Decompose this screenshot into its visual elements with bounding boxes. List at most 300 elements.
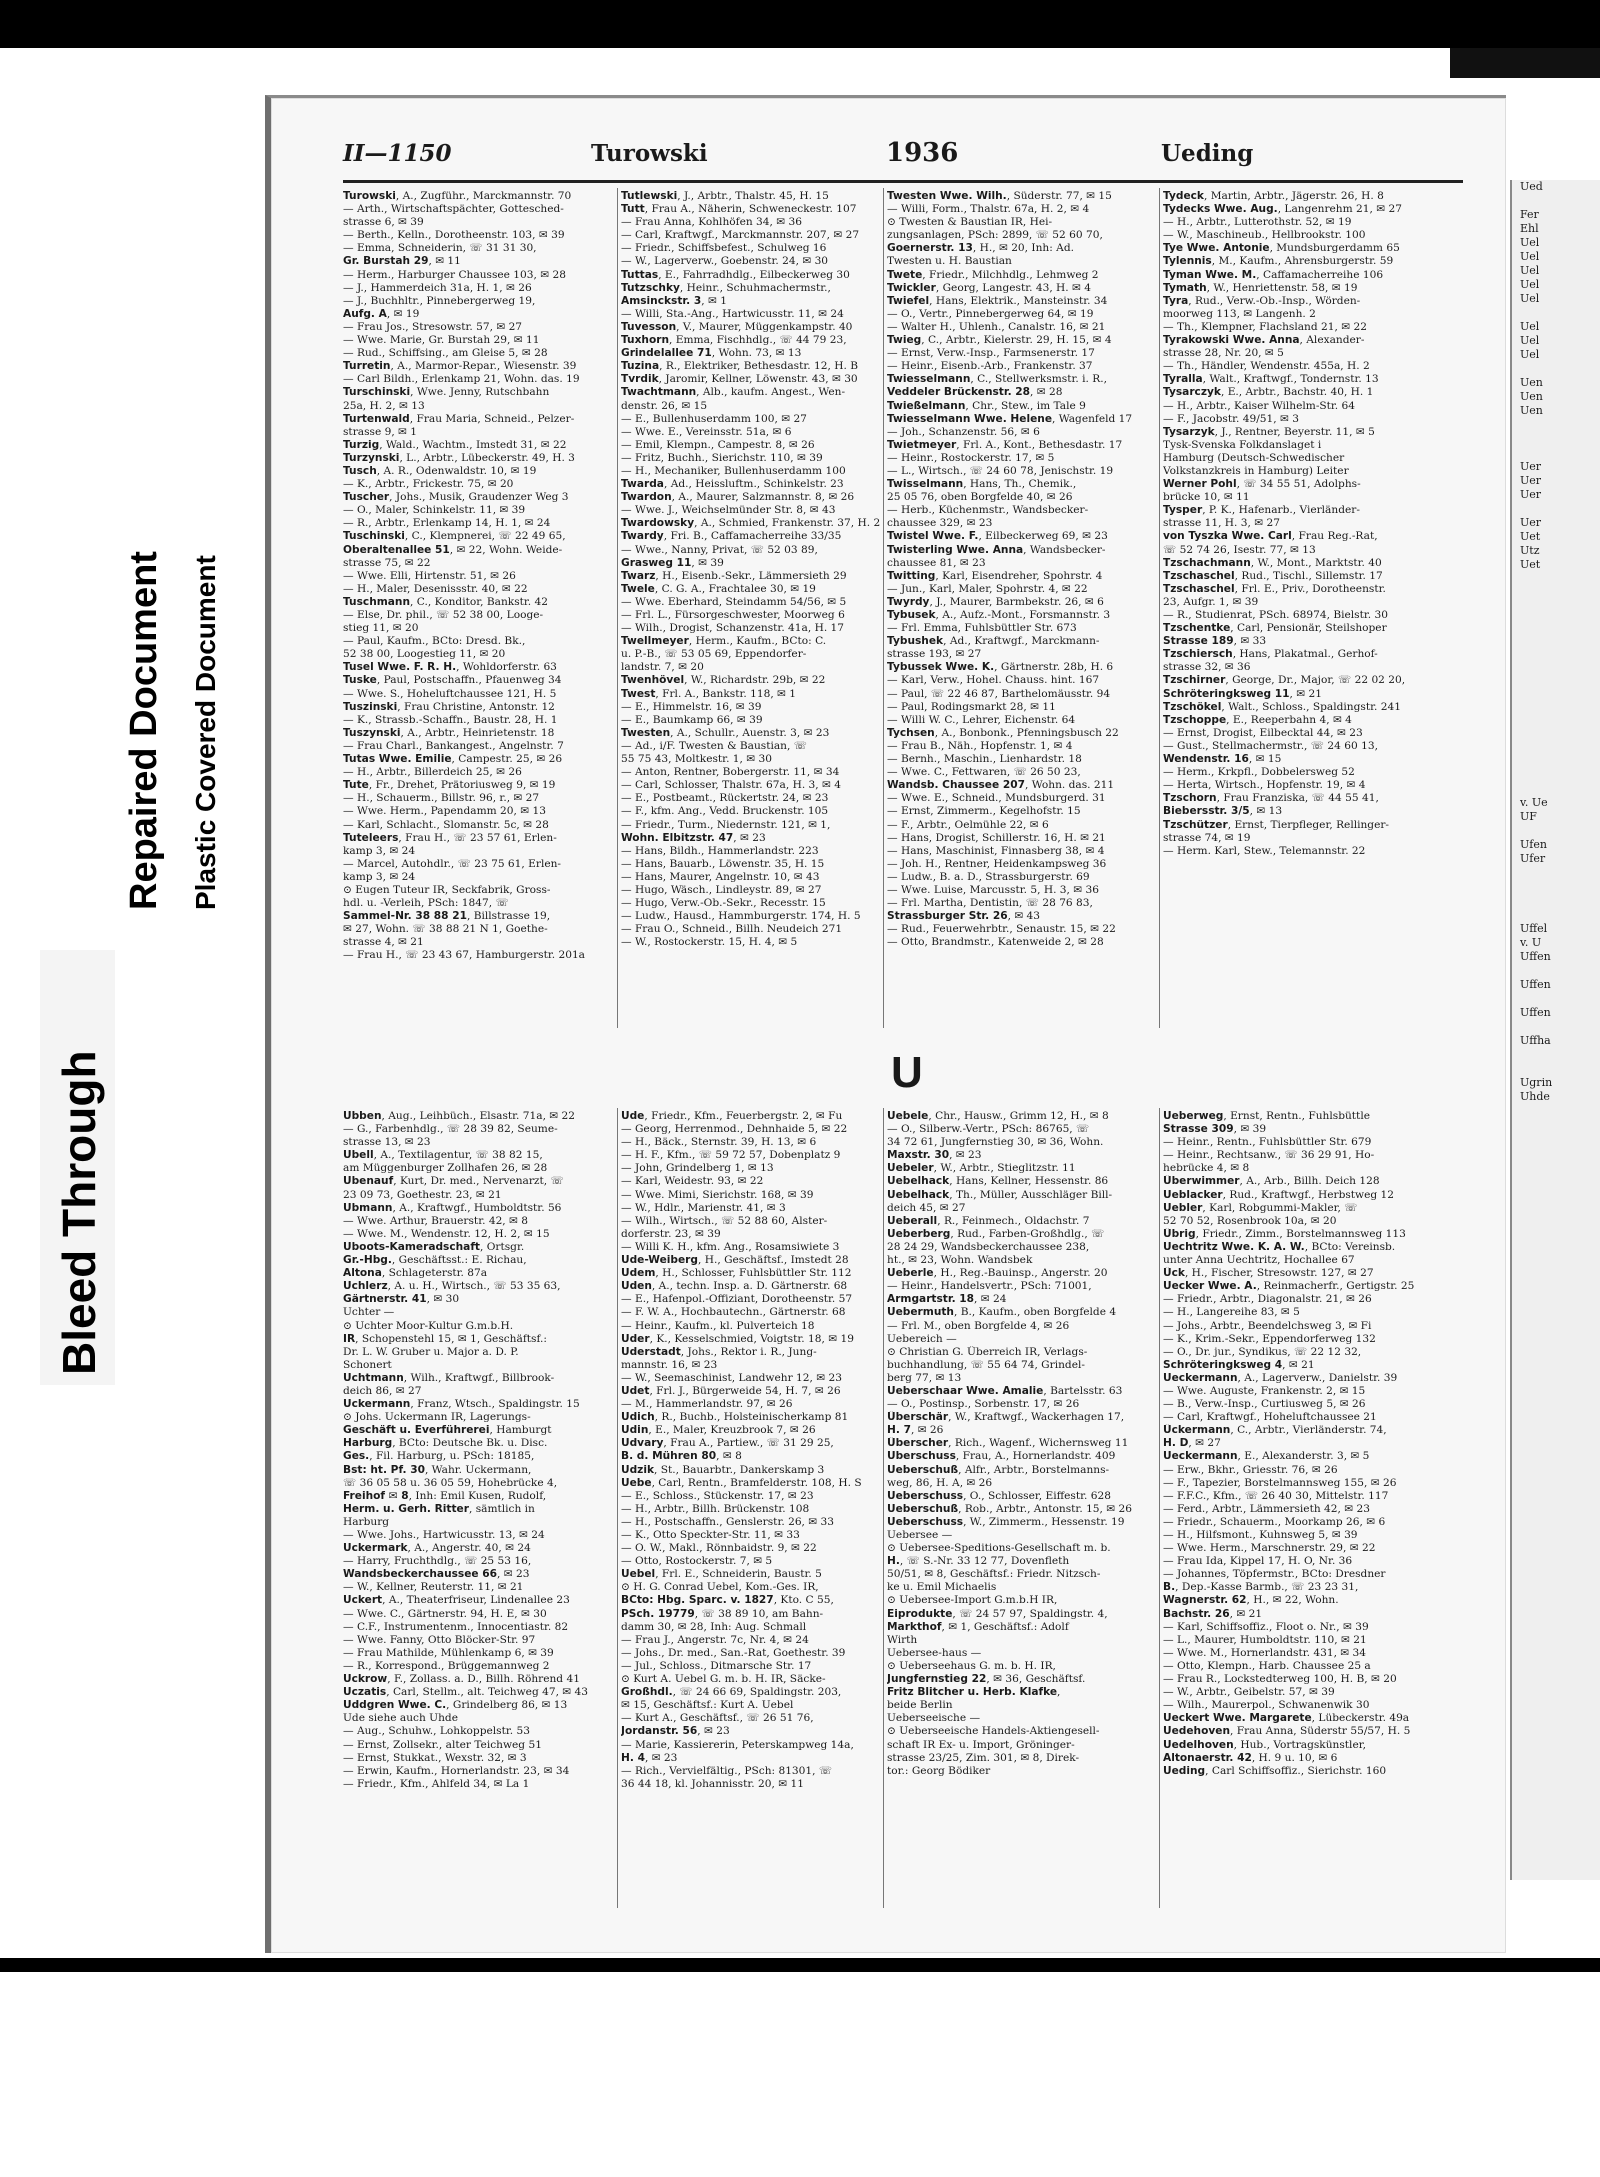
directory-entry-line: — Georg, Herrenmod., Dehnhaide 5, ✉ 22	[621, 1123, 848, 1136]
directory-entry-line: Ueberle, H., Reg.-Bauinsp., Angerstr. 20	[887, 1267, 1108, 1280]
column-divider	[1159, 1108, 1160, 1908]
directory-entry-line: Udzik, St., Bauarbtr., Dankerskamp 3	[621, 1463, 825, 1476]
edge-fragment: v. U	[1520, 936, 1542, 949]
directory-entry-line: stieg 11, ✉ 20	[343, 622, 419, 635]
directory-entry-line: — Ernst, Zollsekr., alter Teichweg 51	[343, 1738, 542, 1751]
header-year: 1936	[886, 138, 959, 168]
directory-entry-line: Ueberschuß, Alfr., Arbtr., Borstelmanns-	[887, 1463, 1110, 1476]
directory-entry-line: B., Dep.-Kasse Barmb., ☏ 23 23 31,	[1163, 1581, 1359, 1594]
directory-entry-line: strasse 28, Nr. 20, ✉ 5	[1163, 347, 1284, 360]
directory-entry-line: Tyra, Rud., Verw.-Ob.-Insp., Wörden-	[1163, 294, 1361, 307]
directory-entry-line: Ude siehe auch Uhde	[343, 1712, 458, 1725]
directory-entry-line: — Wwe. Marie, Gr. Burstah 29, ✉ 11	[343, 334, 540, 347]
directory-entry-line: — Heinr., Kaufm., kl. Pulverteich 18	[621, 1319, 815, 1332]
edge-fragment: UF	[1520, 810, 1537, 823]
directory-entry-line: tor.: Georg Bödiker	[887, 1764, 991, 1777]
directory-entry-line: ht., ✉ 23, Wohn. Wandsbek	[887, 1254, 1033, 1267]
edge-fragment	[1512, 446, 1600, 460]
column-3	[887, 190, 1157, 1030]
directory-entry-line: — F. W. A., Hochbautechn., Gärtnerstr. 68	[621, 1306, 846, 1319]
edge-fragment	[1512, 684, 1600, 698]
directory-entry-line: — Wwe. Auguste, Frankenstr. 2, ✉ 15	[1163, 1384, 1366, 1397]
directory-entry-line: Uebereich —	[887, 1332, 957, 1345]
directory-entry-line: 28 24 29, Wandsbeckerchaussee 238,	[887, 1240, 1090, 1253]
directory-entry-line: — Kurt A., Geschäftsf., ☏ 26 51 76,	[621, 1712, 814, 1725]
label-plastic-covered: Plastic Covered Document	[190, 555, 221, 910]
directory-entry-line: H. 7, ✉ 26	[887, 1424, 944, 1437]
directory-entry-line: Udich, R., Buchb., Holsteinischerkamp 81	[621, 1411, 849, 1424]
directory-entry-line: — Marcel, Autohdlr., ☏ 23 75 61, Erlen-	[343, 857, 561, 870]
directory-entry-line: — Johannes, Töpfermstr., BCto: Dresdner	[1163, 1568, 1386, 1581]
directory-entry-line: — Frl. Martha, Dentistin, ☏ 28 76 83,	[887, 897, 1093, 910]
directory-entry-line: Überwimmer, A., Arb., Billh. Deich 128	[1163, 1175, 1380, 1188]
directory-entry-line: hebrücke 4, ✉ 8	[1163, 1162, 1250, 1175]
directory-entry-line: Übrig, Friedr., Zimm., Borstelmannsweg 113	[1163, 1227, 1406, 1240]
edge-fragment: Uhde	[1520, 1090, 1550, 1103]
directory-entry-line: ⊙ Uchter Moor-Kultur G.m.b.H.	[343, 1319, 514, 1332]
directory-entry-line: Uebe, Carl, Rentn., Bramfelderstr. 108, H. S	[621, 1476, 862, 1489]
directory-entry-line: Ude-Weiberg, H., Geschäftsf., Imstedt 28	[621, 1254, 849, 1267]
directory-entry-line: Tzschentke, Carl, Pensionär, Steilshoper	[1163, 622, 1387, 635]
directory-entry-line: Tzschaschel, Frl. E., Priv., Dorotheenstr.	[1163, 582, 1386, 595]
directory-entry-line: — John, Grindelberg 1, ✉ 13	[621, 1162, 774, 1175]
edge-fragment	[1512, 362, 1600, 376]
directory-entry-line: — Karl, Verw., Hohel. Chauss. hint. 167	[887, 674, 1100, 687]
directory-entry-line: — Wwe. E., Schneid., Mundsburgerd. 31	[887, 792, 1106, 805]
directory-entry-line: Wagnerstr. 62, H., ✉ 22, Wohn.	[1163, 1594, 1339, 1607]
directory-entry-line: Twießelmann, Chr., Stew., im Tale 9	[887, 399, 1086, 412]
directory-entry-line: — B., Verw.-Insp., Curtiusweg 5, ✉ 26	[1163, 1398, 1366, 1411]
edge-fragment	[1512, 502, 1600, 516]
directory-entry-line: — Gust., Stellmachermstr., ☏ 24 60 13,	[1163, 739, 1378, 752]
directory-entry-line: 50/51, ✉ 8, Geschäftsf.: Friedr. Nitzsch-	[887, 1568, 1101, 1581]
directory-entry-line: ⊙ H. G. Conrad Uebel, Kom.-Ges. IR,	[621, 1581, 819, 1594]
directory-entry-line: 52 70 52, Rosenbrook 10a, ✉ 20	[1163, 1214, 1337, 1227]
directory-entry-line: Twest, Frl. A., Bankstr. 118, ✉ 1	[621, 687, 797, 700]
directory-entry-line: Harburg	[343, 1515, 390, 1528]
directory-entry-line: Strasse 309, ✉ 39	[1163, 1123, 1267, 1136]
directory-entry-line: — O., Vertr., Pinnebergerweg 64, ✉ 19	[887, 307, 1094, 320]
directory-entry-line: Twellmeyer, Herm., Kaufm., BCto: C.	[621, 635, 827, 648]
edge-fragment	[1512, 432, 1600, 446]
directory-entry-line: — Emil, Klempn., Campestr. 8, ✉ 26	[621, 438, 815, 451]
directory-entry-line: — H., Arbtr., Kaiser Wilhelm-Str. 64	[1163, 399, 1356, 412]
directory-entry-line: — Frl. M., oben Borgfelde 4, ✉ 26	[887, 1319, 1070, 1332]
edge-fragment: Uet	[1520, 558, 1541, 571]
directory-entry-line: Strassburger Str. 26, ✉ 43	[887, 910, 1041, 923]
directory-entry-line: — Wwe. Herm., Papendamm 20, ✉ 13	[343, 805, 546, 818]
directory-entry-line: — E., Himmelstr. 16, ✉ 39	[621, 700, 762, 713]
edge-fragment	[1512, 1118, 1600, 1132]
directory-entry-line: — Heinr., Eisenb.-Arb., Frankenstr. 37	[887, 360, 1093, 373]
directory-entry-line: — Frau J., Angerstr. 7c, Nr. 4, ✉ 24	[621, 1633, 809, 1646]
edge-fragment	[1512, 698, 1600, 712]
directory-entry-line: — Frl. Emma, Fuhlsbüttler Str. 673	[887, 622, 1077, 635]
directory-entry-line: — Th., Händler, Wendenstr. 455a, H. 2	[1163, 360, 1370, 373]
directory-entry-line: strasse 74, ✉ 19	[1163, 831, 1251, 844]
directory-entry-line: Ueberschuß, Rob., Arbtr., Antonstr. 15, ✉ 26	[887, 1502, 1133, 1515]
directory-entry-line: — K., Arbtr., Frickestr. 75, ✉ 20	[343, 478, 514, 491]
column-7	[887, 1110, 1157, 1910]
directory-entry-line: 25 05 76, oben Borgfelde 40, ✉ 26	[887, 491, 1073, 504]
directory-entry-line: — Friedr., Schauerm., Moorkamp 26, ✉ 6	[1163, 1515, 1386, 1528]
edge-fragment	[1512, 740, 1600, 754]
column-5	[343, 1110, 615, 1910]
directory-entry-line: Gärtnerstr. 41, ✉ 30	[343, 1293, 460, 1306]
edge-fragment	[1512, 866, 1600, 880]
directory-entry-line: PSch. 19779, ☏ 38 89 10, am Bahn-	[621, 1607, 824, 1620]
directory-entry-line: — H., Langereihe 83, ✉ 5	[1163, 1306, 1300, 1319]
directory-entry-line: Twarz, H., Eisenb.-Sekr., Lämmersieth 29	[621, 569, 847, 582]
directory-entry-line: Harburg, BCto: Deutsche Bk. u. Disc.	[343, 1437, 548, 1450]
directory-entry-line: landstr. 7, ✉ 20	[621, 661, 704, 674]
directory-entry-line: 23, Aufgr. 1, ✉ 39	[1163, 595, 1259, 608]
directory-entry-line: — Hans, Bauarb., Löwenstr. 35, H. 15	[621, 857, 825, 870]
directory-entry-line: Tychsen, A., Bonbonk., Pfenningsbusch 22	[887, 726, 1119, 739]
directory-entry-line: Twyrdy, J., Maurer, Barmbekstr. 26, ✉ 6	[887, 595, 1104, 608]
directory-entry-line: Hamburg (Deutsch-Schwedischer	[1163, 451, 1345, 464]
directory-entry-line: — H., Arbtr., Lutterothstr. 52, ✉ 19	[1163, 216, 1352, 229]
edge-fragment	[1512, 964, 1600, 978]
directory-entry-line: — Else, Dr. phil., ☏ 52 38 00, Looge-	[343, 609, 544, 621]
edge-fragment: Uffen	[1520, 950, 1551, 963]
directory-entry-line: Tzschaschel, Rud., Tischl., Sillemstr. 17	[1163, 569, 1383, 582]
directory-entry-line: dorferstr. 23, ✉ 39	[621, 1227, 721, 1240]
directory-entry-line: — E., Schloss., Stückenstr. 17, ✉ 23	[621, 1489, 814, 1502]
directory-entry-line: ☏ 52 74 26, Isestr. 77, ✉ 13	[1163, 543, 1316, 556]
directory-entry-line: — L., Maurer, Humboldtstr. 110, ✉ 21	[1163, 1633, 1367, 1646]
directory-entry-line: — Wwe. C., Gärtnerstr. 94, H. E, ✉ 30	[343, 1607, 547, 1620]
directory-entry-line: — Rich., Vervielfältig., PSch: 81301, ☏	[621, 1764, 833, 1777]
edge-fragment	[1512, 1174, 1600, 1188]
directory-entry-line: Turschinski, Wwe. Jenny, Rutschbahn	[343, 386, 550, 399]
directory-entry-line: — Frau H., ☏ 23 43 67, Hamburgerstr. 201a	[343, 949, 585, 962]
directory-entry-line: — Wwe. Arthur, Brauerstr. 42, ✉ 8	[343, 1214, 529, 1227]
directory-entry-line: — K., Strassb.-Schaffn., Baustr. 28, H. 1	[343, 713, 558, 726]
directory-entry-line: — E., Hafenpol.-Offiziant, Dorotheenstr. 57	[621, 1293, 853, 1306]
directory-entry-line: berg 77, ✉ 13	[887, 1371, 962, 1384]
directory-entry-line: kamp 3, ✉ 24	[343, 870, 416, 883]
directory-entry-line: Twenhövel, W., Richardstr. 29b, ✉ 22	[621, 674, 826, 687]
directory-entry-line: ⊙ Uebersee-Import G.m.b.H IR,	[887, 1594, 1058, 1607]
directory-entry-line: — J., Buchhltr., Pinnebergerweg 19,	[343, 294, 536, 307]
column-6	[621, 1110, 881, 1910]
label-repaired-document: Repaired Document	[123, 551, 165, 910]
directory-entry-line: Twietmeyer, Frl. A., Kont., Bethesdastr. 17	[887, 438, 1123, 451]
directory-entry-line: Uecker Wwe. A., Reinmacherfr., Gertigstr. 25	[1163, 1280, 1415, 1293]
directory-entry-line: Uebersee —	[887, 1529, 953, 1541]
directory-entry-line: — Carl, Schlosser, Thalstr. 67a, H. 3, ✉ 4	[621, 779, 842, 792]
directory-entry-line: — H., Bäck., Sternstr. 39, H. 13, ✉ 6	[621, 1136, 817, 1149]
directory-entry-line: Twardy, Fri. B., Caffamacherreihe 33/35	[621, 530, 842, 543]
directory-entry-line: Ueberseeische —	[887, 1712, 981, 1725]
edge-fragment: Uel	[1520, 348, 1540, 361]
directory-entry-line: — Frau Anna, Kohlhöfen 34, ✉ 36	[621, 216, 802, 229]
directory-entry-line: Ueberschuss, O., Schlosser, Eiffestr. 628	[887, 1489, 1111, 1502]
edge-fragment	[1512, 754, 1600, 768]
directory-entry-line: Bachstr. 26, ✉ 21	[1163, 1607, 1263, 1620]
directory-entry-line: — Rud., Feuerwehrbtr., Senaustr. 15, ✉ 22	[887, 923, 1116, 936]
directory-entry-line: Markthof, ✉ 1, Geschäftsf.: Adolf	[887, 1620, 1069, 1633]
directory-entry-line: Tybushek, Ad., Kraftwgf., Marckmann-	[887, 635, 1100, 648]
edge-fragment	[1512, 1020, 1600, 1034]
directory-entry-line: — Ernst, Stukkat., Wexstr. 32, ✉ 3	[343, 1751, 527, 1764]
column-divider	[617, 1108, 618, 1908]
directory-entry-line: Geschäft u. Everführerei, Hamburgt	[343, 1424, 552, 1437]
edge-fragment: Ugrin	[1520, 1076, 1553, 1089]
directory-entry-line: ⊙ Twesten & Baustian IR, Hei-	[887, 216, 1053, 229]
directory-entry-line: Tuszinski, Frau Christine, Antonstr. 12	[343, 700, 555, 713]
directory-entry-line: Tvrdik, Jaromir, Kellner, Löwenstr. 43, ✉ 30	[621, 373, 858, 386]
directory-entry-line: Uebersee-haus —	[887, 1646, 982, 1659]
directory-entry-line: ⊙ Johs. Uckermann IR, Lagerungs-	[343, 1411, 531, 1424]
directory-entry-line: Tysk-Svenska Folkdanslaget i	[1163, 438, 1322, 451]
directory-entry-line: — W., Maschineub., Hellbrookstr. 100	[1163, 229, 1366, 242]
edge-fragment	[1512, 670, 1600, 684]
directory-entry-line: — Willi, Form., Thalstr. 67a, H. 2, ✉ 4	[887, 203, 1090, 216]
section-letter: U	[891, 1048, 923, 1097]
edge-fragment: Uel	[1520, 250, 1540, 263]
edge-fragment	[1512, 880, 1600, 894]
directory-entry-line: — Wwe. S., Hoheluftchaussee 121, H. 5	[343, 687, 557, 700]
directory-entry-line: Aufg. A, ✉ 19	[343, 307, 420, 320]
directory-entry-line: Tutzschky, Heinr., Schuhmachermstr.,	[621, 281, 831, 294]
directory-entry-line: mannstr. 16, ✉ 23	[621, 1358, 718, 1371]
directory-entry-line: ⊙ Ueberseeische Handels-Aktiengesell-	[887, 1725, 1100, 1738]
directory-entry-line: — Johs., Dr. med., San.-Rat, Goethestr. 39	[621, 1646, 846, 1659]
directory-entry-line: Uckermark, A., Angerstr. 40, ✉ 24	[343, 1542, 531, 1555]
directory-entry-line: — Heinr., Handelsvertr., PSch: 71001,	[887, 1280, 1092, 1293]
directory-entry-line: Tymath, W., Henriettenstr. 58, ✉ 19	[1163, 281, 1358, 294]
directory-entry-line: — O., Dr. jur., Syndikus, ☏ 22 12 32,	[1163, 1345, 1362, 1358]
directory-entry-line: — Ludw., Hausd., Hammburgerstr. 174, H. 5	[621, 910, 861, 923]
edge-fragment: Uer	[1520, 488, 1542, 501]
directory-entry-line: — Heinr., Rostockerstr. 17, ✉ 5	[887, 451, 1055, 464]
column-divider	[617, 188, 618, 1028]
directory-entry-line: — K., Krim.-Sekr., Eppendorferweg 132	[1163, 1332, 1376, 1345]
directory-entry-line: Tysarczyk, E., Arbtr., Bachstr. 40, H. 1	[1163, 386, 1374, 399]
directory-entry-line: — Joh. H., Rentner, Heidenkampsweg 36	[887, 857, 1107, 870]
edge-fragment: Uffen	[1520, 1006, 1551, 1019]
directory-entry-line: Wandsb. Chaussee 207, Wohn. das. 211	[887, 779, 1115, 792]
directory-entry-line: — Herm., Harburger Chaussee 103, ✉ 28	[343, 268, 566, 281]
directory-entry-line: deich 45, ✉ 27	[887, 1201, 966, 1214]
directory-entry-line: — Ernst, Verw.-Insp., Farmsenerstr. 17	[887, 347, 1095, 360]
directory-entry-line: Goernerstr. 13, H., ✉ 20, Inh: Ad.	[887, 242, 1074, 255]
directory-entry-line: strasse 32, ✉ 36	[1163, 661, 1251, 674]
edge-fragment: Ehl	[1520, 222, 1539, 235]
directory-entry-line: Uden, A., techn. Insp. a. D. Gärtnerstr. 68	[621, 1280, 848, 1293]
directory-entry-line: strasse 6, ✉ 39	[343, 216, 424, 229]
edge-fragment	[1512, 572, 1600, 586]
directory-entry-line: — Ludw., B. a. D., Strassburgerstr. 69	[887, 870, 1090, 883]
directory-entry-line: Ubben, Aug., Leihbüch., Elsastr. 71a, ✉ 22	[343, 1110, 576, 1122]
directory-entry-line: — O. W., Makl., Rönnbaidstr. 9, ✉ 22	[621, 1542, 817, 1555]
directory-entry-line: — Hans, Maurer, Angelnstr. 10, ✉ 43	[621, 870, 820, 883]
directory-entry-line: Uchtmann, Wilh., Kraftwgf., Billbrook-	[343, 1371, 555, 1384]
directory-entry-line: denstr. 26, ✉ 15	[621, 399, 708, 412]
directory-entry-line: Uckert, A., Theaterfriseur, Lindenallee 23	[343, 1594, 570, 1607]
directory-entry-line: Ges., Fil. Harburg, u. PSch: 18185,	[343, 1450, 535, 1463]
directory-entry-line: Uedehoven, Frau Anna, Süderstr 55/57, H. 5	[1163, 1725, 1411, 1738]
directory-entry-line: — Herb., Küchenmstr., Wandsbecker-	[887, 504, 1089, 517]
directory-entry-line: strasse 75, ✉ 22	[343, 556, 431, 569]
directory-entry-line: — Wwe. M., Wendenstr. 12, H. 2, ✉ 15	[343, 1227, 550, 1240]
column-8	[1163, 1110, 1463, 1910]
directory-entry-line: von Tyszka Wwe. Carl, Frau Reg.-Rat,	[1163, 530, 1378, 543]
directory-entry-line: — H., Maler, Desenissstr. 40, ✉ 22	[343, 582, 528, 595]
directory-entry-line: — Marie, Kassiererin, Peterskampweg 14a,	[621, 1738, 854, 1751]
edge-fragment	[1512, 656, 1600, 670]
directory-entry-line: schaft IR Ex- u. Import, Gröninger-	[887, 1738, 1075, 1751]
directory-entry-line: — L., Wirtsch., ☏ 24 60 78, Jenischstr. 19	[887, 464, 1114, 477]
directory-entry-line: — Ernst, Drogist, Eilbecktal 44, ✉ 23	[1163, 726, 1363, 739]
directory-entry-line: — Friedr., Arbtr., Diagonalstr. 21, ✉ 26	[1163, 1293, 1372, 1306]
directory-entry-line: Überschär, W., Kraftwgf., Wackerhagen 17,	[887, 1411, 1125, 1424]
directory-entry-line: strasse 23/25, Zim. 301, ✉ 8, Direk-	[887, 1751, 1080, 1764]
directory-entry-line: — K., Otto Speckter-Str. 11, ✉ 33	[621, 1529, 800, 1541]
directory-entry-line: chaussee 81, ✉ 23	[887, 556, 986, 569]
directory-entry-line: — Rud., Schiffsing., am Gleise 5, ✉ 28	[343, 347, 548, 360]
directory-entry-line: ⊙ Christian G. Überreich IR, Verlags-	[887, 1345, 1088, 1358]
directory-entry-line: Tzschirner, George, Dr., Major, ☏ 22 02 20,	[1163, 674, 1406, 687]
directory-entry-line: — Wwe. Fanny, Otto Blöcker-Str. 97	[343, 1633, 536, 1646]
directory-entry-line: — Erw., Bkhr., Griesstr. 76, ✉ 26	[1163, 1463, 1338, 1476]
directory-entry-line: Oberaltenallee 51, ✉ 22, Wohn. Weide-	[343, 543, 563, 556]
directory-entry-line: — H., Schauerm., Billstr. 96, r., ✉ 27	[343, 792, 540, 805]
edge-fragment: Uel	[1520, 236, 1540, 249]
edge-fragment: Ufer	[1520, 852, 1546, 865]
directory-entry-line: — Arth., Wirtschaftspächter, Gottesched-	[343, 203, 564, 216]
directory-entry-line: — Th., Klempner, Flachsland 21, ✉ 22	[1163, 320, 1367, 333]
directory-entry-line: Udem, H., Schlosser, Fuhlsbüttler Str. 112	[621, 1267, 852, 1280]
directory-entry-line: Altona, Schlageterstr. 87a	[343, 1267, 488, 1280]
directory-entry-line: Turzig, Wald., Wachtm., Imstedt 31, ✉ 22	[343, 438, 567, 451]
directory-entry-line: Twachtmann, Alb., kaufm. Angest., Wen-	[621, 386, 846, 399]
directory-entry-line: 25a, H. 2, ✉ 13	[343, 399, 425, 412]
edge-fragment	[1512, 1188, 1600, 1202]
directory-entry-line: — Ad., i/F. Twesten & Baustian, ☏	[621, 739, 807, 752]
directory-entry-line: strasse 9, ✉ 1	[343, 425, 418, 438]
directory-entry-line: Twiesselmann Wwe. Helene, Wagenfeld 17	[887, 412, 1133, 425]
scan-bottom-border	[0, 1958, 1600, 1972]
directory-entry-line: — Fritz, Buchh., Sierichstr. 110, ✉ 39	[621, 451, 823, 464]
directory-entry-line: Tuteleers, Frau H., ☏ 23 57 61, Erlen-	[343, 831, 557, 844]
directory-entry-line: Twitting, Karl, Eisendreher, Spohrstr. 4	[887, 569, 1103, 582]
directory-entry-line: — Frl. L., Fürsorgeschwester, Moorweg 6	[621, 609, 845, 621]
directory-entry-line: — Wwe. Mimi, Sierichstr. 168, ✉ 39	[621, 1188, 814, 1201]
edge-fragment	[1512, 1132, 1600, 1146]
directory-entry-line: ✉ 27, Wohn. ☏ 38 88 21 N 1, Goethe-	[343, 923, 548, 936]
directory-entry-line: Tuske, Paul, Postschaffn., Pfauenweg 34	[343, 674, 562, 687]
directory-entry-line: Twieg, C., Arbtr., Kielerstr. 29, H. 15, ✉ 4	[887, 334, 1112, 347]
directory-entry-line: — Hugo, Wäsch., Lindleystr. 89, ✉ 27	[621, 883, 822, 896]
directory-entry-line: Maxstr. 30, ✉ 23	[887, 1149, 982, 1162]
directory-entry-line: Tydecks Wwe. Aug., Langenrehm 21, ✉ 27	[1163, 203, 1402, 216]
directory-entry-line: Gr. Burstah 29, ✉ 11	[343, 255, 461, 268]
directory-entry-line: Twete, Friedr., Milchhdlg., Lehmweg 2	[887, 268, 1099, 281]
directory-entry-line: — H. F., Kfm., ☏ 59 72 57, Dobenplatz 9	[621, 1149, 841, 1162]
directory-entry-line: — W., Seemaschinist, Landwehr 12, ✉ 23	[621, 1371, 842, 1384]
directory-entry-line: ⊙ Ueberseehaus G. m. b. H. IR,	[887, 1659, 1056, 1672]
directory-entry-line: Tzschiersch, Hans, Plakatmal., Gerhof-	[1163, 648, 1378, 661]
directory-entry-line: Tzschoppe, E., Reeperbahn 4, ✉ 4	[1163, 713, 1352, 726]
directory-entry-line: Uebler, Karl, Robgummi-Makler, ☏	[1163, 1201, 1358, 1214]
directory-entry-line: Ubmann, A., Kraftwgf., Humboldtstr. 56	[343, 1201, 562, 1214]
edge-fragment	[1512, 768, 1600, 782]
directory-entry-line: Tute, Fr., Drehet, Prätoriusweg 9, ✉ 19	[343, 779, 556, 792]
directory-entry-line: Uchlerz, A. u. H., Wirtsch., ☏ 53 35 63,	[343, 1280, 561, 1293]
edge-fragment: Uel	[1520, 292, 1540, 305]
directory-entry-line: Uddgren Wwe. C., Grindelberg 86, ✉ 13	[343, 1699, 568, 1712]
directory-entry-line: — Wilh., Maurerpol., Schwanenwik 30	[1163, 1699, 1370, 1712]
label-card-repaired	[115, 470, 265, 1405]
directory-entry-line: Ude, Friedr., Kfm., Feuerbergstr. 2, ✉ Fu	[621, 1110, 843, 1122]
directory-entry-line: — Emma, Schneiderin, ☏ 31 31 30,	[343, 242, 537, 255]
directory-entry-line: — Willi K. H., kfm. Ang., Rosamsiwiete 3	[621, 1240, 840, 1253]
directory-entry-line: Twisselmann, Hans, Th., Chemik.,	[887, 478, 1077, 491]
directory-entry-line: kamp 3, ✉ 24	[343, 844, 416, 857]
directory-entry-line: — Harry, Fruchthdlg., ☏ 25 53 16,	[343, 1555, 532, 1568]
directory-entry-line: unter Anna Uechtritz, Hochallee 67	[1163, 1254, 1355, 1267]
directory-entry-line: Twistel Wwe. F., Eilbeckerweg 69, ✉ 23	[887, 530, 1108, 543]
directory-entry-line: — Hans, Bildh., Hammerlandstr. 223	[621, 844, 819, 857]
directory-entry-line: — Carl Bildh., Erlenkamp 21, Wohn. das. 19	[343, 373, 580, 386]
directory-entry-line: Tzschorn, Frau Franziska, ☏ 44 55 41,	[1163, 792, 1379, 805]
directory-entry-line: — Frau Jos., Stresowstr. 57, ✉ 27	[343, 320, 523, 333]
directory-entry-line: — Heinr., Rechtsanw., ☏ 36 29 91, Ho-	[1163, 1149, 1375, 1162]
directory-entry-line: — Paul, ☏ 22 46 87, Barthelomäusstr. 94	[887, 687, 1111, 700]
directory-entry-line: — Ferd., Arbtr., Lämmersieth 42, ✉ 23	[1163, 1502, 1370, 1515]
edge-fragment: Uer	[1520, 474, 1542, 487]
directory-entry-line: Uebele, Chr., Hausw., Grimm 12, H., ✉ 8	[887, 1110, 1109, 1122]
edge-fragment	[1512, 1160, 1600, 1174]
directory-entry-line: Tuschmann, C., Konditor, Bankstr. 42	[343, 595, 549, 608]
directory-entry-line: — Jun., Karl, Maler, Spohrstr. 4, ✉ 22	[887, 582, 1088, 595]
directory-entry-line: Udin, E., Maler, Kreuzbrook 7, ✉ 26	[621, 1424, 816, 1437]
directory-entry-line: Tydeck, Martin, Arbtr., Jägerstr. 26, H. 8	[1163, 190, 1384, 202]
directory-entry-line: — W., Lagerverw., Goebenstr. 24, ✉ 30	[621, 255, 829, 268]
directory-entry-line: Uebeler, W., Arbtr., Stieglitzstr. 11	[887, 1162, 1076, 1175]
directory-entry-line: — Paul, Kaufm., BCto: Dresd. Bk.,	[343, 635, 526, 648]
directory-entry-line: — Jul., Schloss., Ditmarsche Str. 17	[621, 1659, 812, 1672]
directory-entry-line: Turtenwald, Frau Maria, Schneid., Pelzer-	[343, 412, 575, 425]
directory-entry-line: Tuvesson, V., Maurer, Müggenkampstr. 40	[621, 320, 853, 333]
directory-entry-line: am Müggenburger Zollhafen 26, ✉ 28	[343, 1162, 548, 1175]
directory-entry-line: — M., Hammerlandstr. 97, ✉ 26	[621, 1398, 793, 1411]
directory-entry-line: — Frau B., Näh., Hopfenstr. 1, ✉ 4	[887, 739, 1073, 752]
directory-entry-line: Wendenstr. 16, ✉ 15	[1163, 753, 1282, 766]
directory-entry-line: — Friedr., Kfm., Ahlfeld 34, ✉ La 1	[343, 1777, 530, 1790]
directory-entry-line: Eiprodukte, ☏ 24 57 97, Spaldingstr. 4,	[887, 1607, 1108, 1620]
directory-entry-line: Tylennis, M., Kaufm., Ahrensburgerstr. 59	[1163, 255, 1394, 268]
header-right-name: Ueding	[1161, 140, 1254, 167]
directory-entry-line: ✉ 15, Geschäftsf.: Kurt A. Uebel	[621, 1699, 794, 1712]
directory-entry-line: H., ☏ S.-Nr. 33 12 77, Dovenfleth	[887, 1555, 1070, 1568]
directory-entry-line: Strasse 189, ✉ 33	[1163, 635, 1267, 648]
directory-entry-line: — Hans, Maschinist, Finnasberg 38, ✉ 4	[887, 844, 1105, 857]
edge-fragment: Uffen	[1520, 978, 1551, 991]
directory-entry-line: weg, 86, H. A, ✉ 26	[887, 1476, 993, 1489]
directory-entry-line: Biebersstr. 3/5, ✉ 13	[1163, 805, 1283, 818]
header-left-name: Turowski	[591, 140, 708, 167]
column-2	[621, 190, 881, 1030]
directory-entry-line: 34 72 61, Jungfernstieg 30, ✉ 36, Wohn.	[887, 1136, 1104, 1149]
directory-entry-line: — Friedr., Schiffsbefest., Schulweg 16	[621, 242, 827, 255]
edge-fragment	[1512, 194, 1600, 208]
directory-entry-line: — Wwe. Johs., Hartwicusstr. 13, ✉ 24	[343, 1529, 545, 1541]
directory-entry-line: Herm. u. Gerh. Ritter, sämtlich in	[343, 1502, 535, 1515]
